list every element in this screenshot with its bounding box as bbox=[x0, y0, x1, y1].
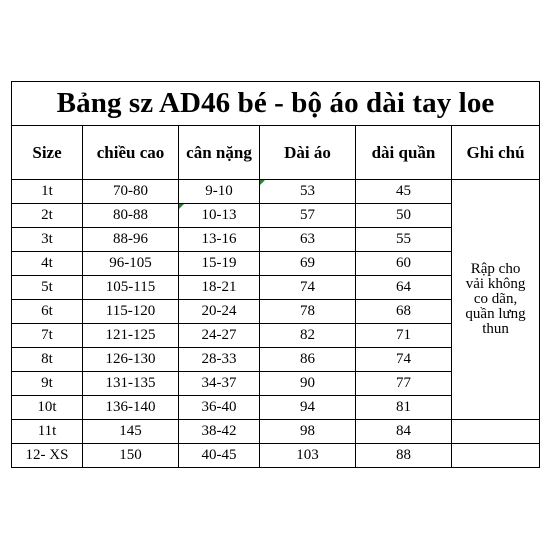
note-line: co dãn, bbox=[473, 291, 518, 307]
cell-shirt-length: 53 bbox=[260, 180, 356, 204]
cell-weight: 40-45 bbox=[179, 444, 260, 468]
cell-size: 6t bbox=[12, 300, 83, 324]
table-row bbox=[12, 420, 540, 444]
cell-pants-length: 64 bbox=[356, 276, 452, 300]
cell-size: 7t bbox=[12, 324, 83, 348]
cell-pants-length: 84 bbox=[356, 420, 452, 444]
note-line: thun bbox=[482, 321, 509, 337]
cell-height: 131-135 bbox=[83, 372, 179, 396]
cell-size: 5t bbox=[12, 276, 83, 300]
cell-weight: 36-40 bbox=[179, 396, 260, 420]
cell-weight: 24-27 bbox=[179, 324, 260, 348]
cell-pants-length: 81 bbox=[356, 396, 452, 420]
table-title: Bảng sz AD46 bé - bộ áo dài tay loe bbox=[12, 82, 540, 126]
cell-pants-length: 88 bbox=[356, 444, 452, 468]
cell-size: 11t bbox=[12, 420, 83, 444]
header-pants-length: dài quần bbox=[356, 126, 452, 180]
cell-shirt-length: 63 bbox=[260, 228, 356, 252]
cell-pants-length: 68 bbox=[356, 300, 452, 324]
cell-size: 2t bbox=[12, 204, 83, 228]
cell-pants-length: 55 bbox=[356, 228, 452, 252]
cell-shirt-length: 94 bbox=[260, 396, 356, 420]
cell-shirt-length: 103 bbox=[260, 444, 356, 468]
cell-height: 126-130 bbox=[83, 348, 179, 372]
cell-height: 121-125 bbox=[83, 324, 179, 348]
note-cell bbox=[452, 180, 540, 420]
cell-note-empty bbox=[452, 444, 540, 468]
cell-shirt-length: 69 bbox=[260, 252, 356, 276]
cell-pants-length: 71 bbox=[356, 324, 452, 348]
cell-weight: 13-16 bbox=[179, 228, 260, 252]
cell-height: 150 bbox=[83, 444, 179, 468]
note-line: vải không bbox=[465, 276, 526, 292]
header-size: Size bbox=[12, 126, 83, 180]
cell-height: 80-88 bbox=[83, 204, 179, 228]
cell-shirt-length: 98 bbox=[260, 420, 356, 444]
cell-size: 1t bbox=[12, 180, 83, 204]
cell-pants-length: 74 bbox=[356, 348, 452, 372]
cell-shirt-length: 74 bbox=[260, 276, 356, 300]
cell-size: 8t bbox=[12, 348, 83, 372]
cell-weight: 20-24 bbox=[179, 300, 260, 324]
cell-weight: 34-37 bbox=[179, 372, 260, 396]
cell-shirt-length: 86 bbox=[260, 348, 356, 372]
cell-weight: 10-13 bbox=[179, 204, 260, 228]
cell-weight: 9-10 bbox=[179, 180, 260, 204]
size-chart-table bbox=[11, 81, 540, 468]
cell-pants-length: 50 bbox=[356, 204, 452, 228]
table-row bbox=[12, 180, 540, 204]
note-line: quần lưng bbox=[465, 306, 526, 322]
header-weight: cân nặng bbox=[179, 126, 260, 180]
cell-height: 88-96 bbox=[83, 228, 179, 252]
cell-height: 136-140 bbox=[83, 396, 179, 420]
cell-weight: 18-21 bbox=[179, 276, 260, 300]
cell-size: 3t bbox=[12, 228, 83, 252]
cell-size: 10t bbox=[12, 396, 83, 420]
cell-height: 70-80 bbox=[83, 180, 179, 204]
cell-shirt-length: 57 bbox=[260, 204, 356, 228]
header-note: Ghi chú bbox=[452, 126, 540, 180]
cell-shirt-length: 90 bbox=[260, 372, 356, 396]
cell-size: 12- XS bbox=[12, 444, 83, 468]
cell-shirt-length: 78 bbox=[260, 300, 356, 324]
cell-pants-length: 77 bbox=[356, 372, 452, 396]
cell-weight: 15-19 bbox=[179, 252, 260, 276]
cell-size: 4t bbox=[12, 252, 83, 276]
cell-size: 9t bbox=[12, 372, 83, 396]
cell-pants-length: 60 bbox=[356, 252, 452, 276]
cell-weight: 38-42 bbox=[179, 420, 260, 444]
cell-height: 115-120 bbox=[83, 300, 179, 324]
cell-shirt-length: 82 bbox=[260, 324, 356, 348]
header-shirt-length: Dài áo bbox=[260, 126, 356, 180]
header-row bbox=[12, 126, 540, 180]
note-line: Rập cho bbox=[470, 261, 521, 277]
cell-height: 96-105 bbox=[83, 252, 179, 276]
cell-pants-length: 45 bbox=[356, 180, 452, 204]
cell-height: 105-115 bbox=[83, 276, 179, 300]
header-height: chiều cao bbox=[83, 126, 179, 180]
cell-note-empty bbox=[452, 420, 540, 444]
cell-height: 145 bbox=[83, 420, 179, 444]
table-row bbox=[12, 444, 540, 468]
cell-weight: 28-33 bbox=[179, 348, 260, 372]
